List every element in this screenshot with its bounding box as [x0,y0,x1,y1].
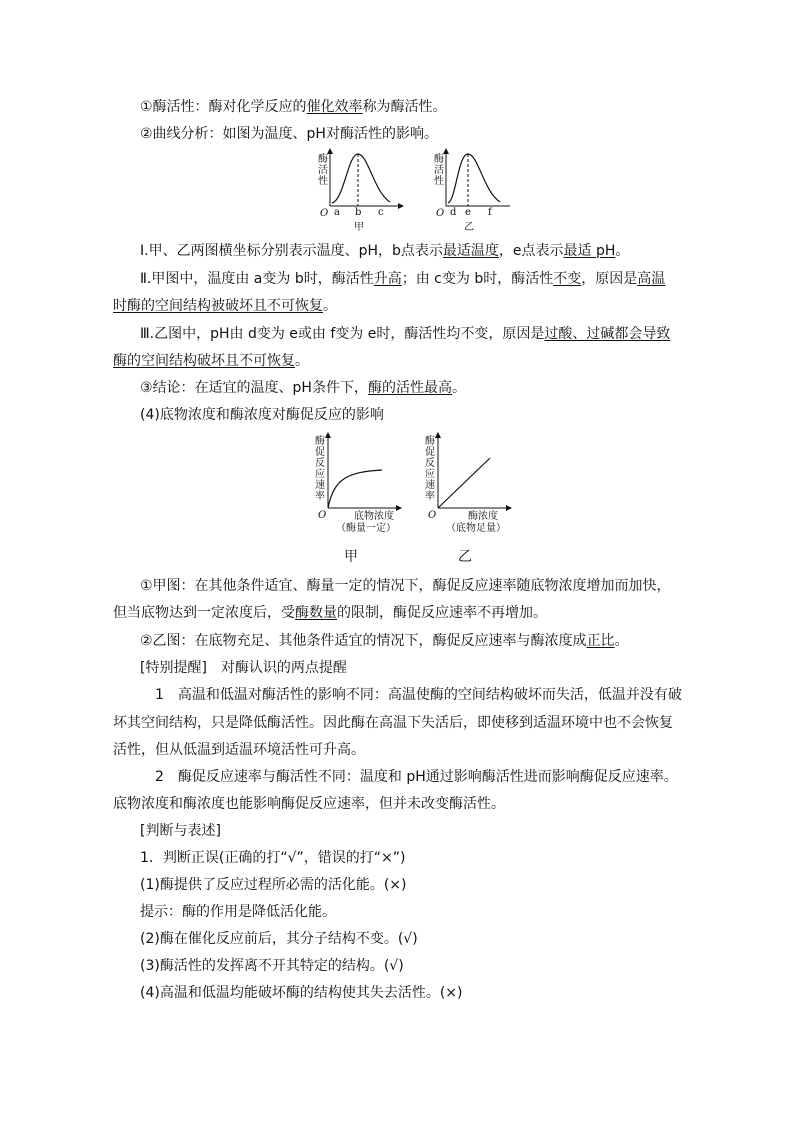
ylabel-2: 活 [318,165,328,176]
caption: 甲 [354,222,364,233]
underlined-answer: 过酸、过碱都会导致 [544,326,671,342]
text-line [140,848,406,868]
text-line [140,929,418,949]
text-fragment: 活性，但从低温到适温环境活性可升高。 [113,742,365,758]
text-line [140,405,384,425]
text-fragment: ①甲图：在其他条件适宜、酶量一定的情况下，酶促反应速率随底物浓度增加而加快， [140,578,671,594]
text-line [140,378,466,398]
figure-caption-right: 乙 [458,549,472,565]
underlined-answer: 酶数量 [295,605,337,621]
text-line [140,576,671,596]
tick-c: c [378,207,384,218]
origin-label: O [318,510,327,521]
underlined-answer: 高温 [637,271,666,287]
text-fragment: (4)底物浓度和酶浓度对酶促反应的影响 [140,407,384,423]
underlined-answer: 时酶的空间结构被破坏且不可恢复 [113,298,323,314]
text-fragment: 。 [295,353,309,369]
text-fragment: ；由 c变为 b时，酶活性 [401,271,554,287]
xlabel: 底物浓度 [354,511,394,522]
text-fragment: Ⅰ.甲、乙两图横坐标分别表示温度、pH，b点表示 [140,243,443,259]
underlined-answer: 酶的空间结构破坏且不可恢复 [113,353,295,369]
text-fragment: ②乙图：在底物充足、其他条件适宜的情况下，酶促反应速率与酶浓度成 [140,633,587,649]
note: （酶量一定） [336,523,396,534]
underlined-answer: 最适温度 [442,243,499,259]
text-fragment: 。 [615,243,630,259]
underlined-answer: 催化效率 [306,99,363,115]
text-line [140,956,404,976]
ylabel-3: 反 [315,458,325,469]
text-line [140,875,406,895]
text-fragment: ，e点表示 [498,243,564,259]
text-fragment: ③结论：在适宜的温度、pH条件下， [140,380,368,396]
text-line [140,241,629,261]
text-line [113,296,337,316]
enzyme-line [438,458,490,508]
text-line [113,351,309,371]
text-fragment: ②曲线分析：如图为温度、pH对酶活性的影响。 [140,126,438,142]
ylabel-1: 酶 [318,154,328,165]
tick-d: d [450,207,457,218]
text-line [155,767,678,787]
ylabel-6: 率 [425,491,435,502]
ylabel-2: 活 [434,165,444,176]
ph-curve [448,154,500,203]
ylabel-4: 应 [315,469,325,480]
tick-e: e [465,207,471,218]
tick-a: a [334,207,340,218]
ylabel-1: 酶 [434,154,444,165]
text-fragment: (2)酶在催化反应前后，其分子结构不变。(√) [140,931,418,947]
chart-enzyme [425,432,512,534]
underlined-answer: 不变 [553,271,582,287]
ylabel-1: 酶 [315,436,325,447]
text-fragment: Ⅲ.乙图中，pH由 d变为 e或由 f变为 e时，酶活性均不变，原因是 [140,326,545,342]
text-line [140,124,438,144]
text-fragment: 1．判断正误(正确的打“√”，错误的打“×”) [140,850,406,866]
text-fragment: (3)酶活性的发挥离不开其特定的结构。(√) [140,958,404,974]
ylabel-6: 率 [315,491,325,502]
text-fragment: (1)酶提供了反应过程所必需的活化能。(×) [140,877,407,893]
underlined-answer: 最适 pH [563,243,616,259]
underlined-answer: 正比 [586,633,615,649]
origin-label: O [436,208,445,219]
ylabel-2: 促 [425,447,435,458]
text-fragment: 提示：酶的作用是降低活化能。 [140,904,336,920]
text-fragment: 的限制，酶促反应速率不再增加。 [337,605,547,621]
substrate-curve [328,470,382,508]
tick-f: f [488,207,492,218]
tick-b: b [355,207,362,218]
xlabel: 酶浓度 [468,511,498,522]
figure-temp-ph [310,148,510,240]
temperature-curve [332,154,390,203]
underlined-answer: 升高 [373,271,402,287]
text-line [140,324,670,344]
text-fragment: 1 高温和低温对酶活性的影响不同：高温使酶的空间结构破坏而失活，低温并没有破 [155,687,682,703]
text-fragment: 但当底物达到一定浓度后，受 [113,605,295,621]
caption: 乙 [464,222,474,233]
ylabel-5: 速 [425,480,435,491]
text-fragment: 2 酶促反应速率与酶活性不同：温度和 pH通过影响酶活性进而影响酶促反应速率。 [155,769,678,785]
chart-ph [434,148,510,233]
underlined-answer: 酶的活性最高 [367,380,452,396]
text-line [140,902,336,922]
origin-label: O [428,510,437,521]
text-fragment: Ⅱ.甲图中，温度由 a变为 b时，酶活性 [140,271,374,287]
text-fragment: 。 [614,633,629,649]
text-line [140,97,447,117]
text-fragment: (4)高温和低温均能破坏酶的结构使其失去活性。(×) [140,985,463,1001]
text-line [113,603,547,623]
text-fragment: [特别提醒] 对酶认识的两点提醒 [140,660,347,676]
ylabel-2: 促 [315,447,325,458]
text-line [140,269,665,289]
origin-label: O [320,208,329,219]
text-line [140,821,221,841]
ylabel-3: 性 [318,176,328,187]
text-fragment: 坏其空间结构，只是降低酶活性。因此酶在高温下失活后，即使移到适温环境中也不会恢复 [113,715,673,731]
text-fragment: [判断与表述] [140,823,221,839]
ylabel-4: 应 [425,469,435,480]
text-line [113,794,505,814]
text-fragment: 。 [451,380,466,396]
text-line [113,713,673,733]
text-fragment: ，原因是 [581,271,638,287]
text-fragment: 。 [323,298,337,314]
text-line [140,983,462,1003]
text-fragment: ①酶活性：酶对化学反应的 [140,99,307,115]
text-fragment: 底物浓度和酶浓度也能影响酶促反应速率，但并未改变酶活性。 [113,796,505,812]
text-line [155,685,682,705]
note: （底物足量） [446,523,506,534]
figure-caption-left: 甲 [344,549,358,565]
text-line [140,631,629,651]
ylabel-3: 反 [425,458,435,469]
ylabel-5: 速 [315,480,325,491]
ylabel-1: 酶 [425,436,435,447]
text-line [140,658,347,678]
ylabel-3: 性 [434,176,444,187]
text-line [113,740,365,760]
figure-concentration [312,432,512,536]
chart-substrate [315,432,402,534]
text-fragment: 称为酶活性。 [362,99,447,115]
chart-temperature [318,148,404,233]
